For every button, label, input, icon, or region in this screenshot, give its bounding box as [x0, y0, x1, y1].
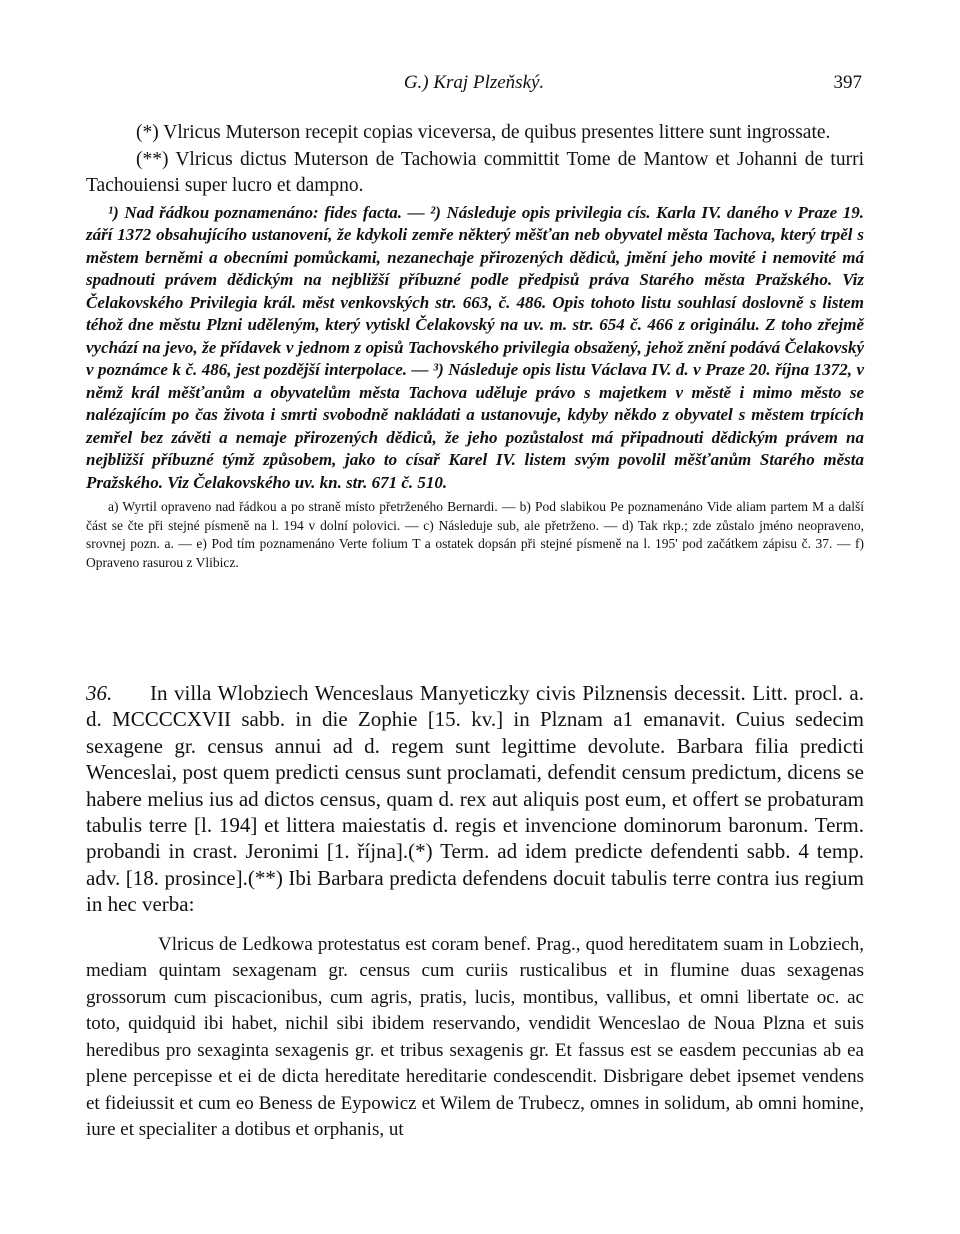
marginal-note-1: (*) Vlricus Muterson recepit copias viceversa, de quibus presentes littere sunt ingrossate. [136, 122, 831, 143]
entry-body: In villa Wlobziech Wenceslaus Manyeticzky civis Pilznensis decessit. Litt. procl. a. d. MCCCCXVII sabb. in die Zophie [15. kv.] in Plznam a1 emanavit. Cuius sedecim sexagene gr. census annui ad d. regem sunt legittime devolute. Barbara filia predicti Wenceslai, post quem predicti census sunt proclamati, defendit censum predictum, dicens se habere melius ius ad dictos census, quam d. rex aut aliquis post eum, et offert se probaturam tabulis terre [l. 194] et littera maiestatis d. regis et invencione dominorum baronum. Term. probandi in crast. Jeronimi [1. října].(*) Term. ad idem predicte defendenti sabb. 4 temp. adv. [18. prosince].(**) Ibi Barbara predicta defendens docuit tabulis terre contra ius regium in hec verba: [86, 681, 864, 917]
page-number: 397 [833, 72, 862, 93]
notes-section [86, 120, 864, 572]
marginal-note-2: (**) Vlricus dictus Muterson de Tachowia committit Tome de Mantow et Johanni de turri Tachouiensi super lucro et dampno. [86, 148, 864, 196]
entry-quotation: Vlricus de Ledkowa protestatus est coram benef. Prag., quod hereditatem suam in Lobziech, mediam quintam sexagenam gr. census cum curiis rusticalibus et in flumine duas sexagenas grossorum cum piscacionibus, cum agris, pratis, lucis, montibus, vallibus, et omni libertate oc. ac toto, quidquid ibi habet, nichil sibi ibidem reservando, vendidit Wenceslao de Noua Plzna et suis heredibus pro sexaginta sexagenis gr. et tribus sexagenis gr. Et fassus est se easdem peccunias ab ea plene percepisse et ei de dicta hereditate hereditarie condescendit. Disbrigare debet ipsemet vendens et fideiussit et cum eo Beness de Eypowicz et Wilem de Trubecz, omnes in solidum, ab omni homine, iure et specialiter a dotibus et orphanis, ut [86, 933, 864, 1141]
running-header [86, 72, 862, 102]
running-title: G.) Kraj Plzeňský. [403, 72, 545, 93]
entry-number: 36. [86, 681, 113, 705]
entry-paragraph [86, 680, 864, 918]
apparatus-footnotes: a) Wyrtil opraveno nad řádkou a po straně místo přetrženého Bernardi. — b) Pod slabikou Pe poznamenáno Vide aliam partem M a další část se čte při stejné písmeně na l. 194 v dolní polovici. — c) Následuje sub, ale přetrženo. — d) Tak rkp.; zde zůstalo jméno neopraveno, srovnej pozn. a. — e) Pod tím poznamenáno Verte folium T a ostatek dopsán při stejné písmeně na l. 195' pod začátkem zápisu č. 37. — f) Opraveno rasurou z Vlibicz. [86, 499, 864, 570]
critical-footnotes: ¹) Nad řádkou poznamenáno: fides facta. — ²) Následuje opis privilegia cís. Karla IV. daného v Praze 19. září 1372 obsahujícího ustanovení, že kdykoli zemře některý měšťan neb obyvatel města Tachova, který trpěl s městem berněmi a obecními pomůckami, nezanechaje přirozených dědiců, jmění jeho movité i nemovité má spadnouti právem dědickým na nejbližší příbuzné podle předpisů práva Starého města Pražského. Viz Čelakovského Privilegia král. měst venkovských str. 663, č. 486. Opis tohoto listu souhlasí doslovně s listem téhož dne městu Plzni uděleným, který vytiskl Čelakovský na uv. m. str. 654 č. 466 z originálu. Z toho zřejmě vychází na jevo, že přídavek v jednom z opisů Tachovského privilegia obsažený, jehož znění podává Čelakovský v poznámce k č. 486, jest pozdější interpolace. — ³) Následuje opis listu Václava IV. d. v Praze 20. října 1372, v němž král měšťanům a obyvatelům města Tachova uděluje právo s majetkem v městě i mimo město se nalézajícím po čas života i smrti svobodně nakládati a ustanovuje, kdyby někdo z obyvatel s městem trpících zemřel bez závěti a nemaje přirozených dědiců, že jeho pozůstalost má připadnouti dědickým právem na nejbližší příbuzné týmž způsobem, jako to císař Karel IV. listem svým povolil měšťanům Starého města Pražského. Viz Čelakovského uv. kn. str. 671 č. 510. [86, 202, 864, 492]
entry-36 [86, 680, 864, 1144]
